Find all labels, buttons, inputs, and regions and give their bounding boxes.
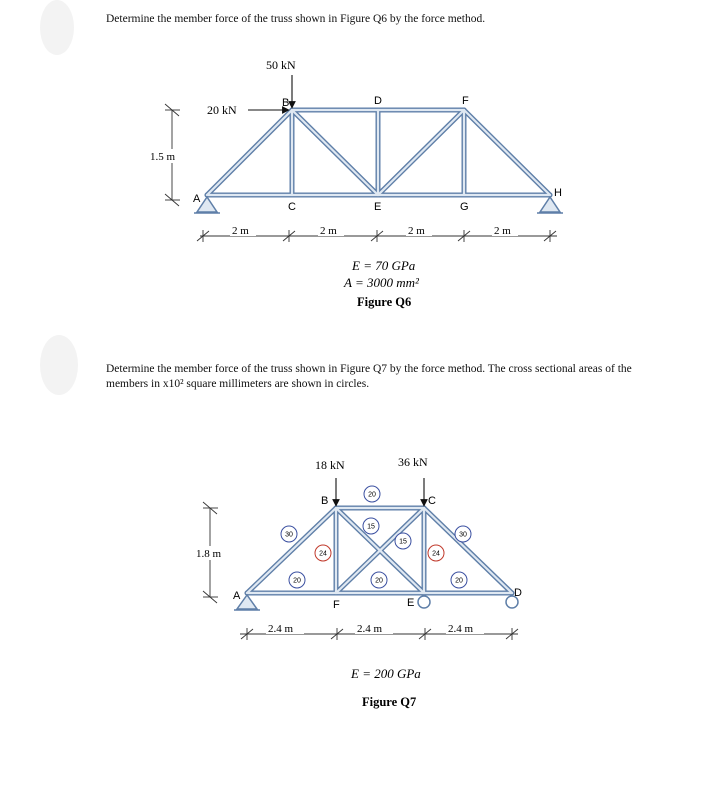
area-circle-BC: [364, 486, 380, 502]
svg-text:20: 20: [368, 491, 376, 499]
modulus-q6: E = 70 GPa: [352, 258, 416, 273]
node-label-F: F: [462, 95, 469, 107]
svg-text:15: 15: [399, 538, 407, 546]
area-circle-CD: [455, 526, 471, 542]
span-dimension-q7: [240, 622, 518, 640]
area-circle-FE: [371, 572, 387, 588]
caption-q7: Figure Q7: [362, 695, 417, 709]
svg-text:24: 24: [319, 550, 327, 558]
question-q6: Determine the member force of the truss shown in Figure Q6 by the force method.: [106, 13, 486, 25]
span-label-2: 2 m: [320, 225, 337, 237]
load-label-36kN: 36 kN: [398, 455, 428, 469]
svg-text:20: 20: [375, 577, 383, 585]
span-label-4: 2 m: [494, 225, 511, 237]
caption-q6: Figure Q6: [357, 295, 412, 309]
figure-q7: [194, 455, 522, 709]
node-label-A-q7: A: [233, 590, 241, 602]
area-q6: A = 3000 mm²: [344, 275, 419, 290]
node-label-H: H: [554, 187, 562, 199]
height-dimension-q7: [194, 502, 227, 603]
svg-text:24: 24: [432, 550, 440, 558]
node-label-E: E: [374, 201, 382, 213]
span-label-q7-3: 2.4 m: [448, 623, 474, 635]
node-label-D: D: [374, 95, 382, 107]
node-label-B-q7: B: [321, 495, 329, 507]
modulus-q7: E = 200 GPa: [351, 666, 421, 681]
svg-text:15: 15: [367, 523, 375, 531]
area-circle-AF: [289, 572, 305, 588]
roller-support-E: [418, 596, 430, 608]
node-label-F-q7: F: [333, 599, 340, 611]
span-label-1: 2 m: [232, 225, 249, 237]
svg-text:30: 30: [459, 531, 467, 539]
figure-q6: [150, 58, 563, 309]
area-circle-AB: [281, 526, 297, 542]
load-label-18kN: 18 kN: [315, 458, 345, 472]
height-label-q7: 1.8 m: [196, 548, 222, 560]
span-label-q7-2: 2.4 m: [357, 623, 383, 635]
height-dimension-q6: [150, 104, 180, 206]
node-label-E-q7: E: [407, 597, 415, 609]
span-dimension-q6: [197, 224, 557, 242]
area-circle-ED: [451, 572, 467, 588]
area-circle-CE: [428, 545, 444, 561]
node-label-B: B: [282, 97, 290, 109]
load-label-20kN: 20 kN: [207, 103, 237, 117]
node-label-D-q7: D: [514, 587, 522, 599]
load-label-50kN: 50 kN: [266, 58, 296, 72]
roller-support-H: [540, 197, 560, 212]
node-label-A: A: [193, 193, 201, 205]
svg-text:20: 20: [455, 577, 463, 585]
area-circle-BF: [315, 545, 331, 561]
area-circle-CF: [395, 533, 411, 549]
node-label-C: C: [288, 201, 296, 213]
node-label-G: G: [460, 201, 469, 213]
height-label-q6: 1.5 m: [150, 151, 176, 163]
question-q7: Determine the member force of the truss shown in Figure Q7 by the force method. The cross sectional areas of the members in x10² square millimeters are shown in circles.: [106, 363, 632, 390]
span-label-q7-1: 2.4 m: [268, 623, 294, 635]
span-label-3: 2 m: [408, 225, 425, 237]
area-circles: [281, 486, 471, 588]
node-label-C-q7: C: [428, 495, 436, 507]
svg-text:30: 30: [285, 531, 293, 539]
svg-text:20: 20: [293, 577, 301, 585]
area-circle-BE: [363, 518, 379, 534]
